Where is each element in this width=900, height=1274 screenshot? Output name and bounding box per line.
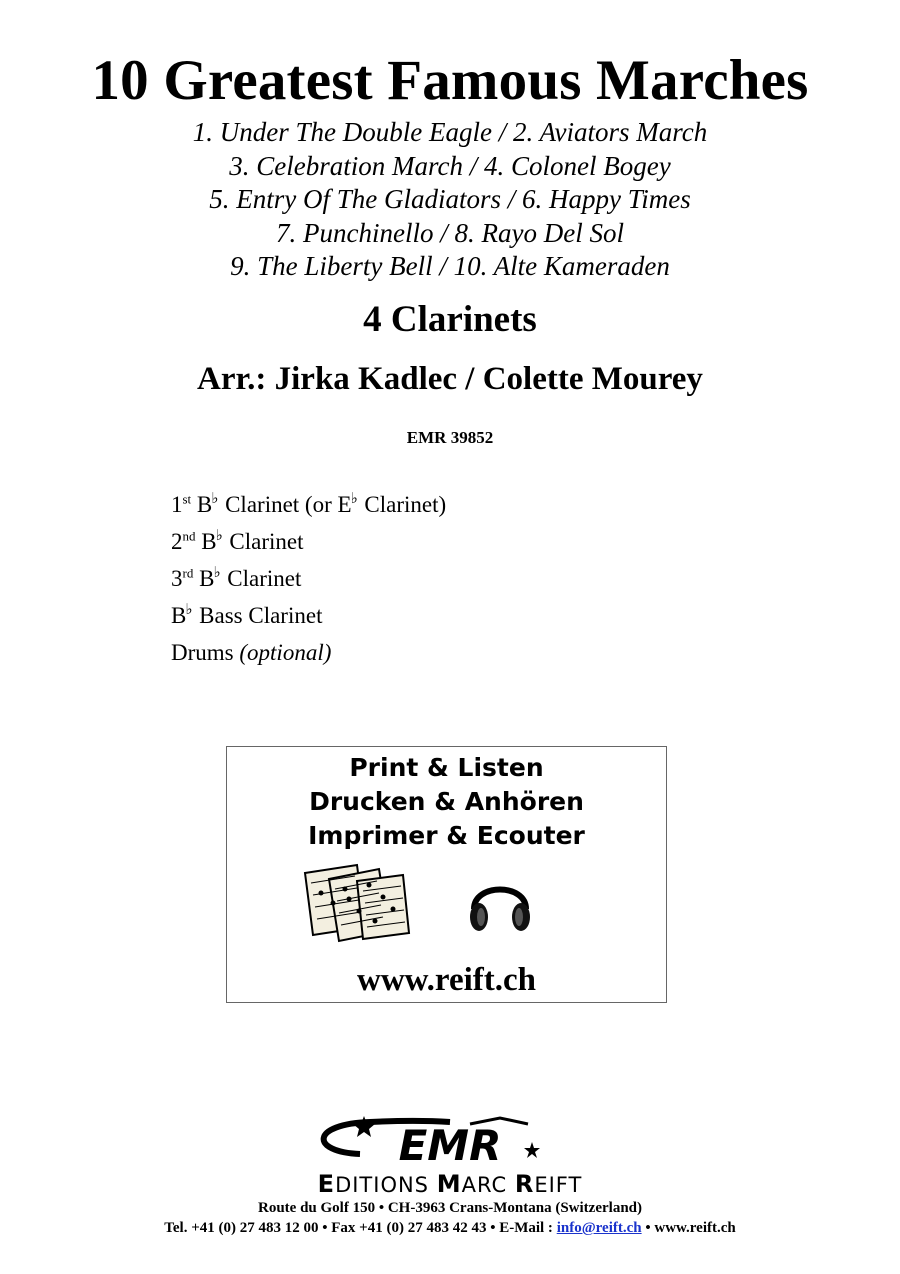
logo-text: EMR xyxy=(398,1121,502,1170)
promo-icons xyxy=(227,863,666,943)
publisher-contact: Tel. +41 (0) 27 483 12 00 • Fax +41 (0) 27 483 42 43 • E-Mail : info@reift.ch • www.reift.ch xyxy=(164,1220,736,1236)
part-item: 1st B♭ Clarinet (or E♭ Clarinet) xyxy=(171,491,447,517)
arranger: Arr.: Jirka Kadlec / Colette Mourey xyxy=(197,361,703,397)
part-item: B♭ Bass Clarinet xyxy=(171,602,323,628)
promo-line-en: Print & Listen xyxy=(349,753,544,782)
marches-line: 9. The Liberty Bell / 10. Alte Kameraden xyxy=(230,251,670,281)
page-title: 10 Greatest Famous Marches xyxy=(91,49,809,112)
parts-list xyxy=(171,486,446,671)
part-item: 2nd B♭ Clarinet xyxy=(171,528,304,554)
promo-line-de: Drucken & Anhören xyxy=(309,787,584,816)
emr-logo-mark xyxy=(300,1112,600,1172)
sheet-music-icon xyxy=(299,863,413,943)
part-item: Drums (optional) xyxy=(171,640,332,665)
marches-line: 1. Under The Double Eagle / 2. Aviators March xyxy=(192,117,708,147)
publisher-name: EDITIONS MARC REIFT xyxy=(317,1170,583,1198)
marches-list xyxy=(0,116,900,284)
marches-line: 7. Punchinello / 8. Rayo Del Sol xyxy=(276,217,624,248)
instrumentation: 4 Clarinets xyxy=(363,299,537,340)
catalog-number: EMR 39852 xyxy=(406,428,494,447)
headphones-icon xyxy=(466,869,534,937)
print-listen-box[interactable] xyxy=(226,746,667,1003)
part-item: 3rd B♭ Clarinet xyxy=(171,565,302,591)
marches-line: 3. Celebration March / 4. Colonel Bogey xyxy=(229,150,671,181)
email-link[interactable]: info@reift.ch xyxy=(556,1220,642,1236)
publisher-address: Route du Golf 150 • CH-3963 Crans-Montana (Switzerland) xyxy=(258,1200,642,1216)
promo-line-fr: Imprimer & Ecouter xyxy=(308,821,585,850)
promo-url[interactable]: www.reift.ch xyxy=(356,962,537,998)
marches-line: 5. Entry Of The Gladiators / 6. Happy Times xyxy=(209,184,691,214)
promo-lines xyxy=(227,751,666,853)
